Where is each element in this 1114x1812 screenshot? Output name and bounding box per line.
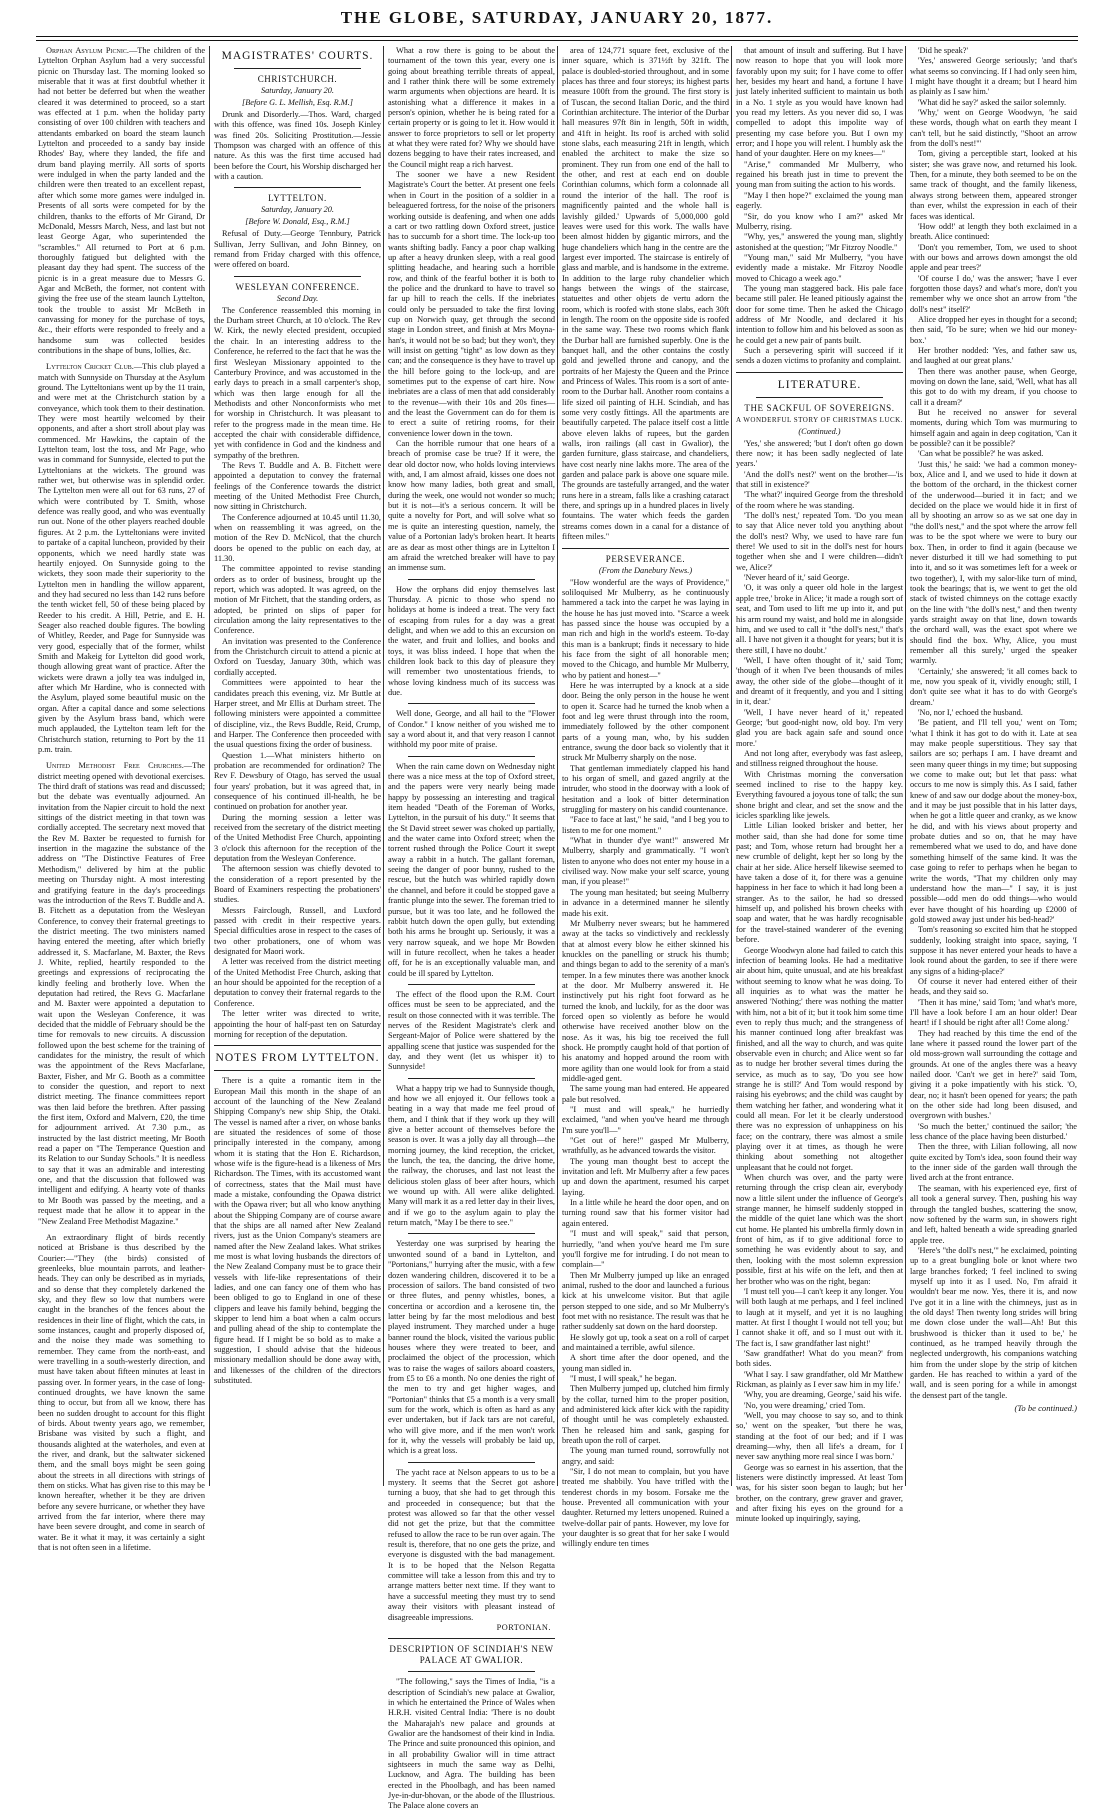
article-paragraph: A letter was received from the district meeting of the United Methodist Free Church, asking that an hour should be appointed for the reception of a deputation to convey their fraternal regards to the Conference. <box>214 957 381 1008</box>
column-1 <box>38 46 205 1553</box>
section-heading: WESLEYAN CONFERENCE. <box>235 281 360 292</box>
article-paragraph: Orphan Asylum Picnic.—The children of the Lyttelton Orphan Asylum had a very successful picnic on Thursday last. The morning looked so miserable that it was at first doubtful whether it had not better be deferred but when the weather cleared it was determined to proceed, so a start was effected at 1 p.m. when the holiday party consisting of over 100 children with teachers and attendants embarked on board the steam launch Lyttelton and proceeded to a sandy bay inside Rhodes' Bay, where they landed, the fife and drum band playing merrily. All sorts of sports were indulged in when the party landed and the children were then treated to an excellent repast, after which some more games were indulged in. Presents of all sorts were competed for by the children, thanks to the efforts of Mr Girand, Dr McDonald, Messrs March, Ness, and last but not least George Agar, who superintended the "scrambles." All returned to Port at 6 p.m. thoroughly fatigued but delighted with the pleasant day they had spent. The success of the picnic is in a great measure due to Messrs G. Agar and McBeth, the former, not content with giving the free use of the steam launch Lyttelton, took the trouble to assist Mr McBeth in canvassing for money for the purchase of toys, &c., their efforts were responded to freely and a handsome sum was collected besides contributions in the shape of buns, lollies, &c. <box>38 46 205 355</box>
story-paragraph: 'O, it was only a queer old hole in the largest apple tree,' broke in Alice; 'it made a rough sort of seat, and Tom used to lift me up into it, and put his arm round my waist, and hold me in alongside him, and we used to call it "the doll's nest," that's all. I have not given it a thought for years; but it is there still, I have no doubt.' <box>736 583 903 655</box>
story-paragraph: 'Of course I do,' was the answer; 'have I ever forgotten those days? and what's more, don't you remember why we once shot an arrow from "the doll's nest" itself?' <box>910 273 1077 314</box>
story-paragraph: Of course it never had entered either of their heads, and they said so. <box>910 976 1077 997</box>
story-title: THE SACKFUL OF SOVEREIGNS. <box>744 402 895 413</box>
signature: PORTONIAN. <box>496 1622 551 1632</box>
story-paragraph: 'No, nor I,' echoed the husband. <box>918 708 1023 717</box>
story-paragraph: The seaman, with his experienced eye, first of all took a general survey. Then, pushing his way through the tangled bushes, scattering the snow, now softened by the warm sun, in showers right and left, halted beneath a wide spreading gnarled apple tree. <box>910 1183 1077 1245</box>
article-paragraph: "Sir, do you know who I am?" asked Mr Mulberry, rising. <box>736 211 903 231</box>
article-paragraph: "I must, I will speak," he began. <box>570 1373 677 1383</box>
article-paragraph: Committees were appointed to hear the candidates preach this evening, viz. Mr Buttle at Harper street, and Mr Ellis at Durham street. The following ministers were appointed a committee of discipline, viz., the Revs Buddle, Reid, Crump, and Harper. The Conference then proceeded with the usual questions fixing the order of business. <box>214 678 381 750</box>
section-heading: PERSEVERANCE. <box>605 553 686 564</box>
column-3 <box>388 46 555 1811</box>
story-paragraph: 'I must tell you—I can't keep it any longer. You will both laugh at me perhaps, and I feel inclined to laugh at it myself, and yet it is no laughing matter. At first I thought I would not tell you; but I cannot shake it off, and so I must out with it. The fact is, I saw grandfather last night!' <box>736 1286 903 1348</box>
article-paragraph: Lyttelton Cricket Club.—This club played a match with Sunnyside on Thursday at the Asylum ground. The Lytteltonians went up by the 11 train, and were met at the Christchurch station by a conveyance, which took them to their destination. They were most heartily welcomed by their opponents, and after a short stroll about play was commenced. Mr Hawkins, the captain of the Lyttelton team, lost the toss, and Mr Page, who was in command for Sunnyside, elected to put the Lytteltonians at the wickets. The ground was rather wet, but otherwise was in splendid order. The Lyttelton men were all out for 63 runs, 27 of which were contributed by T. Smith, whose defence was really good, and who was eventually run out. None of the other players reached double figures. At 2 p.m. the Lytteltonians were invited to partake of a capital luncheon, provided by their opponents, which we need hardly state was heartily enjoyed. On Sunnyside going to the wickets, they soon made their superiority to the Lyttelton men in handling the willow apparent, and they had secured no less than 142 runs before the tenth wicket fell, 50 of these being placed by Reeder to his credit. A Hill, Petrie, and E. H. Seager also reached double figures. The bowling of Whitley, Reeder, and Page for Sunnyside was very good, especially that of the former, whilst Smith and Makeig for Lyttelton did good work, though allowing great want of practice. After the wickets were drawn a jolly tea was indulged in, after which Mr Hardine, who is connected with the Asylum, played some beautiful music on the organ. After a capital dance and some selections given by the Asylum brass band, which were much applauded, the Lyttelton team left for the Christchurch station, returning to Port by the 11 p.m. train. <box>38 362 205 755</box>
story-paragraph: 'Why, you are dreaming, George,' said his wife. <box>744 1390 902 1400</box>
subsection-heading: LYTTELTON. <box>268 193 327 204</box>
article-paragraph: The young man thought best to accept the invitation and left. Mr Mulberry after a few paces up and down the apartment, resumed his carpet laying. <box>562 1156 729 1197</box>
article-paragraph: During the morning session a letter was received from the secretary of the district meeting of the United Methodist Free Church, appointing 3 o'clock this afternoon for the reception of the deputation from the Wesleyan Conference. <box>214 812 381 863</box>
article-paragraph: An invitation was presented to the Conference from the Christchurch circuit to attend a picnic at Oxford on Tuesday, January 30th, which was cordially accepted. <box>214 636 381 677</box>
article-paragraph: The Revs T. Buddle and A. B. Fitchett were appointed a deputation to convey the fraternal feelings of the Conference towards the district meeting of the United Methodist Free Church, now sitting in Christchurch. <box>214 460 381 512</box>
article-paragraph: Then Mr Mulberry jumped up like an enraged animal, rushed to the door and launched a furious kick at his unwelcome visitor. But that agile person stepped to one side, and so Mr Mulberry's foot met with no resistance. The result was that he rather suddenly sat down on the hard doorstep. <box>562 1270 729 1332</box>
article-paragraph: Can the horrible rumour that one hears of a breach of promise case be true? If it were, the dear old doctor now, who holds loving interviews with, and, I am almost afraid, kisses one does not know how many ladies, both great and small, during the week, one would not wonder so much; but it is not—it's a serious concern. It will be quite a novelty for Port, and will solve what so me is quite an interesting question, namely, the value of a Portonian lady's broken heart. It hearts are as dear as most other things are in Lyttelton I am afraid the wretched breaker will have to pay an immense sum. <box>388 439 555 573</box>
story-paragraph: But he received no answer for several moments, during which Tom was murmuring to himself again and again in deep cogitation, 'Can it be possible? can it be possible?' <box>910 408 1077 449</box>
dateline: Saturday, January 20. <box>261 86 334 95</box>
article-paragraph: The committee appointed to revise standing orders as to order of business, brought up the report, which was adopted. It was agreed, on the motion of Mr Fitchett, that the standing orders, as adopted, be printed on slips of paper for circulation among the laity representatives to the Conference. <box>214 564 381 636</box>
story-paragraph: Tom's reasoning so excited him that he stopped suddenly, looking straight into space, saying, 'I suppose it has never entered your heads to have a look round about the garden, to see if there were any signs of a hiding-place?' <box>910 925 1077 976</box>
article-paragraph: "Face to face at last," he said, "and I beg you to listen to me for one moment." <box>562 815 729 835</box>
article-paragraph: How the orphans did enjoy themselves last Thursday. A picnic to those who spend no holidays at home is indeed a treat. The very fact of escaping from rules for a day was a great delight, and when we add to this an excursion on the water, and fruit and lollies, and books and toys, it was bliss indeed. I hope that when the children look back to this day of pleasure they will remember two unostentatious friends, to whose loving kindness much of its success was due. <box>388 584 555 697</box>
article-paragraph: Messrs Fairclough, Russell, and Luxford passed with credit in their respective years. Special difficulties arose in respect to the cases of two other probationers, one of whom was designated for Maori work. <box>214 905 381 957</box>
story-paragraph: 'Well, I have never heard of it,' repeated George; 'but good-night now, old boy. I'm very glad you are back again safe and sound once more.' <box>736 707 903 748</box>
story-subtitle: A WONDERFUL STORY OF CHRISTMAS LUCK. <box>736 415 903 424</box>
article-paragraph: The afternoon session was chiefly devoted to the consideration of a report presented by the Board of Examiners respecting the probationers' studies. <box>214 864 381 905</box>
story-paragraph: Tom, giving a perceptible start, looked at his sister; she was grave now, and returned his look. Then, for a minute, they both seemed to be on the same track of thought, and the family likeness, always strong between them, appeared stronger than ever, whilst the expression in each of their faces was identical. <box>910 149 1077 221</box>
article-paragraph: that amount of insult and suffering. But I have now reason to hope that you will look more favorably upon my suit; for I have come to offer her, besides my heart and hand, a fortune I have just lately inherited sufficient to maintain us both in a No. 1 style as you would have known had you read my letters. As you never did so, I was compelled to adopt this impolite way of presenting my case before you. But I own my error; and I hope you will relent. I humbly ask the hand of your daughter. Here on my knees—" <box>736 46 903 159</box>
column-rule <box>209 46 210 1486</box>
article-paragraph: The Conference adjourned at 10.45 until 11.30, when on reassembling it was agreed, on the motion of the Rev D. McNicol, that the church doors be opened to the public on each day, at 11.30. <box>214 512 381 564</box>
story-paragraph: 'Don't you remember, Tom, we used to shoot with our bows and arrows down amongst the old apple and pear trees?' <box>910 242 1077 273</box>
section-heading: LITERATURE. <box>777 378 862 391</box>
article-paragraph: "Why, yes," answered the young man, slightly astonished at the question; "Mr Fitzroy Noodle." <box>736 232 903 252</box>
story-paragraph: George was so earnest in his assertion, that the listeners were distinctly impressed. At least Tom was, for his sister soon began to laugh; but her brother, on the contrary, grew graver and graver, and after fixing his eyes on the ground for a minute looked up inquiringly, saying, <box>736 1462 903 1524</box>
source-line: (From the Danebury News.) <box>598 565 693 575</box>
subsection-heading: CHRISTCHURCH. <box>257 74 338 84</box>
story-paragraph: 'Why,' went on George Woodwyn, 'he said these words, though what on earth they meant I can't tell, but he said distinctly, "Shoot an arrow from the doll's nest!"' <box>910 108 1077 149</box>
column-rule <box>383 46 384 1486</box>
article-paragraph: That gentleman immediately clapped his hand to his organ of smell, and gazed angrily at the intruder, who stood in the doorway with a look of hesitation and a look of bitter determination struggling for mastery on his candid countenance. <box>562 763 729 815</box>
article-paragraph: The yacht race at Nelson appears to us to be a mystery. It seems that the Secret got ashore turning a buoy, that she had to get through this and proceeded in consequence; but that the protest was allowed so far that the other vessel did not get the prize, but that the committee refused to allow the race to be run over again. The result is, therefore, that no one gets the prize, and everyone is disgusted with the bad management. It is to be hoped that the Nelson Regatta committee will take a lesson from this and try to arrange matters better next time. If they want to have a successful meeting they must try to send away their visitors with pleasant instead of disagreeable impressions. <box>388 1467 555 1622</box>
story-paragraph: Alice dropped her eyes in thought for a second; then said, 'To be sure; when we hid our money-box.' <box>910 314 1077 345</box>
article-paragraph: Here he was interrupted by a knock at a side door. Being the only person in the house he went to open it. Scarce had he turned the knob when a foot and leg were thrust through into the room, immediately followed by the other component parts of a young man, who, by his sudden entrance, swung the door back so violently that it struck Mr Mulberry sharply on the nose. <box>562 680 729 763</box>
story-paragraph: They had reached by this time the end of the lane where it passed round the lower part of the old moss-grown wall surrounding the cottage and grounds. At one of the angles there was a heavy nailed door. 'Can't we get in here?' said Tom, giving it a poke impatiently with his stick. 'O, dear, no; it hasn't been opened for years; the path on the other side had long been disused, and overgrown with bushes.' <box>910 1028 1077 1121</box>
story-paragraph: 'Just this,' he said: 'we had a common money-box, Alice and I, and we used to hide it down at the bottom of the orchard, in the thickest corner of the underwood—buried it in fact; and we decided on the place we would hide it in first of all by shooting an arrow so as we sat one day in "the doll's nest," and the spot where the arrow fell was to be the spot where we were to bury our box. Then, in order to find it again (because we never disturbed it till we had something to put into it, and so it was sometimes left for a week or two together), I, with my salor-like turn of mind, took the bearings; that is, we went to get the old stack of twisted chimneys on the cottage exactly on the line with "the doll's nest," and then twenty yards straight away on that line, down towards the orchard wall, was the exact spot where we should find the box. Why, Alice, you must remember all this surely,' urged the speaker warmly. <box>910 459 1077 666</box>
column-6 <box>910 46 1077 1486</box>
article-paragraph: "Arise," commanded Mr Mulberry, who regained his breath just in time to prevent the young man from suiting the action to his words. <box>736 159 903 190</box>
article-paragraph: Refusal of Duty.—George Tennbury, Patrick Sullivan, Jerry Sullivan, and John Binney, on remand from Friday charged with this offence, were offered on board. <box>214 229 381 270</box>
story-paragraph: Then there was another pause, when George, moving on down the lane, said, 'Well, what has all this got to do with my dream, if you choose to call it a dream?' <box>910 366 1077 407</box>
article-paragraph: "How wonderful are the ways of Providence," soliloquised Mr Mulberry, as he continuously hammered a tack into the carpet he was laying in the house he has just moved into. "Scarce a week has passed since the house was occupied by a man rich and high in the world's esteem. To-day this man is a bankrupt; finds it necessary to hide his face from the sight of all honorable men; moved to the Chicago, and humble Mr Mulberry, who by patient and honest—" <box>562 577 729 680</box>
story-paragraph: 'Did he speak?' <box>918 46 968 55</box>
article-paragraph: Drunk and Disorderly.—Thos. Ward, charged with this offence, was fined 10s. Joseph Kinley was fined 20s. Soliciting Prostitution.—Jessie Thompson was charged with an offence of this nature. As this was the first time accused had been before the Court, his Worship discharged her with a caution. <box>214 110 381 182</box>
story-paragraph: 'Can what be possible?' he was asked. <box>918 449 1044 459</box>
article-paragraph: He slowly got up, took a seat on a roll of carpet and maintained a terrible, awful silence. <box>562 1332 729 1352</box>
masthead: THE GLOBE, SATURDAY, JANUARY 20, 1877. <box>36 8 1078 37</box>
story-paragraph: 'Well, you may choose to say so, and to think so,' went on the speaker, 'but there he was, standing at the foot of our bed; and if I was dreaming—why, then all life's a dream, for I never saw anything more real since I was born.' <box>736 1410 903 1462</box>
article-paragraph: In a little while he heard the door open, and on turning round saw that his former visitor had again entered. <box>562 1198 729 1228</box>
article-paragraph: "I must and will speak," said that person, hurriedly, "and when you've heard me I'm sure you'll forgive me for intruding. I do not mean to complain—" <box>562 1229 729 1270</box>
story-paragraph: And not long after, everybody was fast asleep, and stillness reigned throughout the house. <box>736 748 903 769</box>
article-paragraph: The same young man had entered. He appeared pale but resolved. <box>562 1084 729 1104</box>
story-paragraph: 'So much the better,' continued the sailor; 'the less chance of the place having been disturbed.' <box>910 1121 1077 1142</box>
article-paragraph: The sooner we have a new Resident Magistrate's Court the better. At present one feels when in Court in the position of a soldier in a beleaguered fortress, for the noise of the prisoners working outside is deafening, and when one adds a cart or two rattling down Oxford street, justice has to succumb for a short time. The lock-up too wants shifting badly. Fancy a poor chap walking up after a heavy drunken sleep, with a real good splitting headache, and hearing such a horrible row, and think of the fearful bother it is both to the police and the drunkard to have to travel so far up hill to reach the cells. If the inebriates could only be persuaded to take the first loving cup on Norwich quay, get through the second stage in London street, and finish at Mrs Moyna-han's, it would not be so bad; but they won't, they will insist on getting "tight" as low down as they can; and the consequence is they have to travel up the hill before going to the lock-up, and are sometimes put to the expense of cart hire. Now inebriates are a class of men that add considerably to the revenue—with their 10s and 20s fines—and the least the Government can do for them is to erect a suite of retiring rooms, for their convenience lower down in the town. <box>388 170 555 438</box>
story-paragraph: When church was over, and the party were returning through the crisp clean air, everybody now a little silent under the influence of George's strange manner, he himself suddenly stopped in the middle of the quiet lane which was the short cut home. He planted his umbrella firmly down in front of him, as if to give additional force to something he was evidently about to say, and then, looking with the most solemn expression possible, first at his wife on the left, and then at her brother who was on the right, began: <box>736 1173 903 1286</box>
article-paragraph: What a row there is going to be about the tournament of the town this year, every one is going about breathing terrible threats of appeal, and I rather think there will be some extremely warm arguments when objections are heard. It is astonishing what a difference it makes in a person's opinion, whether he is being rated for a certain property or is going to let it. How would it answer to force proprietors to sell or let property at what they were rated for? Why we should have dozens begging to have their rates increased, and the Council might reap a rich harvest. <box>388 46 555 169</box>
article-paragraph: When the rain came down on Wednesday night there was a nice mess at the top of Oxford street, and the papers were very nearly being made happy by possessing an interesting and tragical item headed "Death of the Foreman of Works, Lyttelton, in the pursuit of his duty." It seems that the St David street sewer was choked up partially, and the water came into Oxford street; when the torrent rushed through the Police Court it swept away a rabbit in a hutch. The gallant foreman, seeing the danger of poor bunny, rushed to the rescue, but the hutch was whirled rapidly down the channel, and before it could be stopped gave a frantic plunge into the sewer. The foreman tried to pursue, but it was too late, and he followed the rabbit hutch down the open gully, but extending both his arms he brought up. Seriously, it was a very narrow squeak, and we hope Mr Bowden will in future recollect, when he takes a header off, for he is an exceptionally valuable man, and could be ill spared by Lyttelton. <box>388 761 555 978</box>
article-paragraph: "May I then hope?" exclaimed the young man eagerly. <box>736 190 903 211</box>
article-paragraph: Question 1.—What ministers hitherto on probation are recommended for ordination? The Rev F. Dewsbury of Otago, has served the usual four years' probation, but it was agreed that, in consequence of his continued ill-health, he be continued on probation for another year. <box>214 750 381 812</box>
article-paragraph: area of 124,771 square feet, exclusive of the inner square, which is 371½ft by 321ft. The palace is doubled-storied throughout, and in some places has three and four storeys; its highest parts measure 100ft from the ground. The first story is of Tuscan, the second Italian Doric, and the third Corinthian architecture. The interior of the Durbar hall measures 97ft 8in in length, 50ft in width, and 41ft in height. Its roof is arched with solid stone slabs, each measuring 21ft in length, which enabled the architect to make the size so prominent. They run from one end of the hall to the other, and rest at each end on double Corinthian columns, which form a colonnade all round the interior of the hall. The roof is magnificently painted and the whole hall is lavishly gilded.' Upwards of 5,000,000 gold leaves were used for this work. The walls have been almost hidden by gigantic mirrors, and the huge chandeliers which hang in the centre are the largest ever imported. The staircase is entirely of glass and marble, and is handsome in the extreme. In addition to the large ruby chandelier which hangs between the wings of the staircase, statuettes and other objets de vertu adorn the room, which is roofed with stone slabs, each 30ft in length. The room on the opposite side is roofed in the same way. These two rooms which flank the Durbar hall are furnished superbly. One is the banquet hall, and the other contains the costly gold and jewelled throne and canopy, and the portraits of her Majesty the Queen and the Prince and Princess of Wales. This room is a sort of ante-room to the Durbar hall. Another room contains a life sized oil painting of H.H. Scindiah, and has some very costly fittings. All the apartments are beautifully carpeted. The palace itself cost a little above eleven lakhs of rupees, but the garden walls, iron railings (all cast in Gwalior), the garden furniture, glass staircase, and chandeliers, have cost nearly nine lakhs more. The area of the garden and palace park is above one square mile. The grounds are tastefully arranged, and the water runs here in a stream, falls like a crashing cataract there, and springs up in a hundred places in lively fountains. The water which feeds the garden streams comes down in a canal for a distance of fifteen miles." <box>562 46 729 542</box>
section-heading: MAGISTRATES' COURTS. <box>221 50 374 62</box>
story-paragraph: 'Here's "the doll's nest,"' he exclaimed, pointing up to a great bungling bole or knot where two large branches forked; 'I feel inclined to swing myself up into it as I used. No, I'm afraid it wouldn't bear me now. Yes, there it is, and now I've got it in a line with the chimneys, just as in the old days! Then twenty long strides will bring me down close under the wall—Ah! But this brushwood is thicker than it used to be,' he continued, as he tramped heavily through the neglected undergrowth, his companions watching him from the under slope by the strip of kitchen garden. He has reached to within a yard of the wall, and is seen poring for a while in amongst the densest part of the tangle. <box>910 1245 1077 1400</box>
article-paragraph: A short time after the door opened, and the young man sidled in. <box>562 1353 729 1373</box>
article-paragraph: The young man staggered back. His pale face became still paler. He leaned pitiously against the door for some time. Then he asked the Chicago address of Mr Noodle, and declared it his intention to follow him and his beloved as soon as he could get a new pair of pants built. <box>736 283 903 345</box>
section-heading: NOTES FROM LYTTELTON. <box>215 1052 380 1065</box>
column-2 <box>214 46 381 1486</box>
bench-line: [Before W. Donald, Esq., R.M.] <box>245 217 350 227</box>
masthead-rule <box>36 40 1078 41</box>
article-paragraph: What a happy trip we had to Sunnyside though, and how we all enjoyed it. Our fellows took a beating in a way that made me feel proud of them, and I think that if they work up they will give a better account of themselves before the season is over. It was a jolly day all through—the morning journey, the kind reception, the cricket, the lunch, the tea, the dancing, the drive home, the railway, the choruses, and last not least the delicious stolen glass of beer after hours, which we wound up with. All were alike delighted. Many will mark it as a red letter day in their lives, and if we go to the asylum again to play the return match, "May I be there to see." <box>388 1083 555 1228</box>
story-paragraph: 'What did he say?' asked the sailor solemnly. <box>918 97 1067 107</box>
article-paragraph: "I must and will speak," he hurriedly exclaimed, "and when you've heard me through I'm sure you'll—" <box>562 1105 729 1135</box>
story-paragraph: 'Saw grandfather! What do you mean?' from both sides. <box>736 1348 903 1369</box>
story-paragraph: 'Yes,' she answered; 'but I don't often go down there now; it has been sadly neglected of late years.' <box>736 438 903 469</box>
story-paragraph: Little Lilian looked brisker and better, her mother said, than she had done for some time past; and Tom, whose return had brought her a new crumble of delight, kept her so long by the chair at her side. Alice herself likewise seemed to have taken a dose of it, for there was a genuine happiness in her face to which it had long been a stranger. As to the sailor, he had so dressed himself up, and polished his brown cheeks with soap and water, that he was hardly recognisable for the travel-stained wanderer of the evening before. <box>736 821 903 945</box>
story-paragraph: 'Well, I have often thought of it,' said Tom; 'though of it when I've been thousands of miles away, the other side of the globe—thought of it and dreamt of it frequently, and you and I sitting in it, dear.' <box>736 655 903 707</box>
story-paragraph: 'And the doll's nest?' went on the brother—'is that still in existence?' <box>736 469 903 490</box>
to-be-continued-note: (To be continued.) <box>1014 1403 1077 1414</box>
article-paragraph: Mr Mulberry never swears; but he hammered away at the tacks so vindictively and recklessly that at almost every blow he either skinned his knuckles on the panelling or struck his thumb; and things began to add to the serenity of a man's temper. In a few minutes there was another knock at the door. Mr Mulberry answered it. He instinctively put his right foot forward as he turned the knob, and luckily, for as the door was forced open so violently as before he would otherwise have received another blow on the nose. As it was, his big toe received the full shock. He promptly caught hold of that portion of his anatomy and hopped around the room with more agility than one would look for from a staid middle-aged gent. <box>562 918 729 1083</box>
article-paragraph: The young man turned round, sorrowfully not angry, and said: <box>562 1446 729 1466</box>
story-paragraph: 'Yes,' answered George seriously; 'and that's what seems so convincing. If I had only seen him, I might have thought it a dream; but I heard him as plainly as I saw him.' <box>910 56 1077 97</box>
continued-note: (Continued.) <box>798 426 841 436</box>
story-paragraph: 'Then it has mine,' said Tom; 'and what's more, I'll have a look before I am an hour older! Dear heart! if I should be right after all! Come along.' <box>910 997 1077 1028</box>
story-paragraph: Then the three, with Lilian following, all now quite excited by Tom's idea, soon found their way to the inner side of the garden wall through the lived arch at the front entrance. <box>910 1142 1077 1183</box>
column-rule <box>557 46 558 1486</box>
story-paragraph: With Christmas morning the conversation seemed inclined to rise to the happy key. Everything favoured a joyous tone of talk; the sun shone bright and clear, and set the snow and the icicles sparkling like jewels. <box>736 769 903 821</box>
story-paragraph: 'What I say. I saw grandfather, old Mr Matthew Rickman, as plainly as I ever saw him in my life.' <box>736 1369 903 1389</box>
article-paragraph: "What in thunder d'ye want!" answered Mr Mulberry, sharply and grammatically. "I won't listen to anyone who does not enter my house in a civilised way. Now make your self scarce, young man, if you please!" <box>562 836 729 887</box>
dateline: Saturday, January 20. <box>261 205 334 215</box>
article-paragraph: The Conference reassembled this morning in the Durham street Church, at 10 o'clock. The Rev W. Kirk, the newly elected president, occupied the chair. In an interesting address to the Conference, he referred to the fact that he was the first Wesleyan Missionary appointed to the Canterbury Province, and was accustomed in the early days to preach in a small carpenter's shop, which was then large enough for all the Methodists and other Nonconformists who met for worship in Christchurch. It was pleasant to refer to the progress made in the mean time. He accepted the chair with considerable diffidence, yet with confidence in God and the kindness and sympathy of the brethren. <box>214 305 381 460</box>
article-paragraph: "Young man," said Mr Mulberry, "you have evidently made a mistake. Mr Fitzroy Noodle moved to Chicago a week ago." <box>736 252 903 283</box>
story-paragraph: 'The what?' inquired George from the threshold of the room where he was standing. <box>736 490 903 510</box>
column-4 <box>562 46 729 1549</box>
story-paragraph: George Woodwyn alone had failed to catch this infection of beaming looks. He had a meditative air about him, quite unusual, and ate his breakfast without seeming to know what he was doing. To all inquiries as to what was the matter he answered 'Nothing;' there was nothing the matter with him, not a bit of it; but it took him some time even to reply thus much; and the strangeness of his manner continued long after breakfast was finished, and all the way to church, and was quite observable even in church; and Alice went so far as to nudge her brother several times during the service, as much as to say, 'Do you see how strange he is still?' And Tom would respond by raising his eyebrows; and the child was caught by them watching her father, and wondering what it could all mean. For let it be clearly understood there was no expression of unhappiness on his face; on the contrary, there was almost a smile playing over it at times, as though he were thinking about something not altogether unpleasant that he could not forget. <box>736 945 903 1172</box>
article-paragraph: The effect of the flood upon the R.M. Court offices must be seen to be appreciated, and the result on those connected with it was terrible. The nerves of the Resident Magistrate's clerk and Sergeant-Major of Police were shattered by the appalling scene that justice was suspended for the day, and they went (let us whisper it) to Sunnyside! <box>388 989 555 1072</box>
column-5 <box>736 46 903 1524</box>
article-paragraph: "The following," says the Times of India, "is a description of Scindiah's new palace at Gwalior, in which he entertained the Prince of Wales when H.R.H. visited Central India: 'There is no doubt the Maharajah's new palace and grounds at Gwalior are the handsomest of their kind in India. The Prince and suite pronounced this opinion, and in all probability Gwalior will in time attract sightseers in much the same way as Delhi, Lucknow, and Agra. The building has been erected in the Phoolbagh, and has been named Jye-in-dur-bhovan, or the abode of the Illustrious. The Palace alone covers an <box>388 1677 555 1811</box>
story-paragraph: 'The doll's nest,' repeated Tom. 'Do you mean to say that Alice never told you anything about the doll's nest? Why, we used to have rare fun there! We used to sit in the doll's nest for hours together when she and I were children—didn't we, Alice?' <box>736 511 903 572</box>
article-paragraph: United Methodist Free Churches.—The district meeting opened with devotional exercises. The third draft of stations was read and discussed; but the debate was eventually adjourned. An invitation from the Napier circuit to hold the next sittings of the district meeting in that town was cordially accepted. The secretary next moved that the Rev M. Baxter be requested to furnish for insertion in the magazine the substance of the address on "The Distinctive Features of Free Methodism," delivered by him at the public meeting on Thursday night. A most interesting and gratifying feature in the day's proceedings was the introduction of the Revs T. Buddle and A. B. Fitchett as a deputation from the Wesleyan Conference, to convey their fraternal greetings to the district meeting. The two ministers named having entered the meeting, after which briefly addressed it, S. Macfarlane, M. Baxter, the Revs J. White, replied, heartily responded to the greetings and expressions of reciprocating the kindly feeling and brotherly love. When the deputation had retired, the Revs G. Macfarlane and M. Baxter were appointed a deputation to wait upon the Wesleyan Conference, it was decided that the middle of February should be the time for removals to new circuits. A discussion followed upon the best scheme for the training of candidates for the ministry, the result of which was the appointment of the Revs Macfarlane, Baxter, Fisher, and Mr G. Booth as a committee to consider the question, and report to next district meeting. The finance committees report was then laid before the brethren. After passing the first item, Oxford and Malvern, £20, the time for adjournment arrived. At 7.30 p.m., as instructed by the last district meeting, Mr Booth read a paper on "The Temperance Question and its Relation to our Sunday Schools." It is needless to say that it was an admirable and interesting one, and that the discussion that followed was intelligent and edifying. A hearty vote of thanks to Mr Booth was passed by the meeting, and a request made that he allow it to appear in the "New Zealand Free Methodist Magazine." <box>38 761 205 1226</box>
story-paragraph: 'Be patient, and I'll tell you,' went on Tom; 'what I think it has got to do with it. Late at sea may make people superstitious. They say that sailors are so; perhaps I am. I have dreamt and seen many queer things in my time; but supposing we come to make out; but let that pass: what occurs to me now is simply this. As I said, father knew of and saw our dodge about the money-box, and it may be just possible that in his latter days, when he got a little queer and cranky, as we know he did, and with his views about property and probate duties and so on, that he may have remembered what we used to do, and have done something himself of the same kind. It was the case going to refer to perhaps when he began to write the words, "That my children only may understand how the man—" I say, it is just possible—odd men do odd things—who would ever have thought of his hoarding up £2000 of gold stowed away just under his bed-head?' <box>910 718 1077 924</box>
article-paragraph: Yesterday one was surprised by hearing the unwonted sound of a band in Lyttelton, and "Portonians," hurrying after the music, with a few dozen wandering children, discovered it to be a procession of sailors. The band consisted of two or three flutes, and penny whistles, bones, a concertina or accordion and a kerosene tin, the latter being by far the most melodious and best played instrument. They marched under a huge banner round the block, visited the various public houses where they were treated to beer, and proclaimed the object of the procession, which was to raise the wages of sailors aboard coasters, from £5 to £6 a month. No one denies the right of the men to try and get higher wages, and "Portonian" thinks that £5 a month is a very small sum for the work, which is often as hard as any ever undertaken, but if Jack tars are not careful, who will give more, and if the men won't work for it, why the vessels will probably be laid up, which is a great loss. <box>388 1239 555 1456</box>
subheading: Second Day. <box>276 293 319 303</box>
story-paragraph: 'Never heard of it,' said George. <box>744 573 850 583</box>
article-paragraph: "Get out of here!" gasped Mr Mulberry, wrathfully, as he advanced towards the visitor. <box>562 1136 729 1156</box>
article-paragraph: Then Mulberry jumped up, clutched him firmly by the collar, turned him to the proper position, and administered kick after kick with the rapidity of thought until he was completely exhausted. Then he released him and sank, gasping for breath upon the roll of carpet. <box>562 1384 729 1446</box>
column-rule <box>905 46 906 1486</box>
columns <box>38 46 1078 1811</box>
article-paragraph: The letter writer was directed to write, appointing the hour of half-past ten on Saturday morning for reception of the deputation. <box>214 1009 381 1039</box>
article-paragraph: Well done, George, and all hail to the "Flower of Condor." I know neither of you wished me to say a word about it, and that very reason I cannot withhold my poor mite of praise. <box>388 709 555 750</box>
section-heading: DESCRIPTION OF SCINDIAH'S NEW PALACE AT GWALIOR. <box>389 1644 554 1666</box>
story-paragraph: 'Certainly,' she answered; 'it all comes back to me, now you speak of it, vividly enough; still, I don't quite see what it has to do with George's dream.' <box>910 666 1077 707</box>
bench-line: [Before G. L. Mellish, Esq. R.M.] <box>242 98 353 107</box>
article-paragraph: Such a persevering spirit will succeed if it sends a dozen victims to profanity and complaint. <box>736 345 903 366</box>
article-paragraph: The young man hesitated; but seeing Mulberry in advance in a determined manner he silently made his exit. <box>562 887 729 918</box>
column-rule <box>731 46 732 1486</box>
article-paragraph: An extraordinary flight of birds recently noticed at Brisbane is thus described by the Courier:—"They (the birds) consisted of greenleeks, blue mountain parrots, and leather-heads. They can only be described as in myriads, and so dense that they completely darkened the sky, and they flew so low that numbers were caught in the branches of the fences about the residences in their line of flight, which the cats, in some instances, caught and properly disposed of, and the noise they made was something to remember. They came from the north-east, and were travelling in a south-westerly direction, and must have taken about fifteen minutes at least in passing over. In former years, in the case of long-continued droughts, we have known the same thing to occur, but from all we know, there has been no sudden drought to account for this flight of birds. About twenty years ago, we remember, Brisbane was visited by such a flight, and thousands alighted at the waterholes, and even at the river, and drank, but the saltwater sickened them, and the small boys might be seen going about the streets in all directions with strings of them on sticks. What has given rise to this may be known hereafter, whether it be they are driven before any severe hurricane, or whether they have arrived from the far interior, where there may have been severe drought, and come in search of water. Be it what it may, it was certainly a sight that is not often seen in a lifetime. <box>38 1232 205 1553</box>
story-paragraph: 'How odd!' at length they both exclaimed in a breath. Alice continued: <box>910 221 1077 242</box>
article-paragraph: "Sir, I do not mean to complain, but you have treated me shabbily. You have trifled with the tenderest chords in my bosom. Forsake me the house. Prevented all communication with your daughter. Returned my letters unopened. Ruined a twelve-dollar pair of pants. However, my love for your daughter is so great that for her sake I would willingly endure ten times <box>562 1467 729 1549</box>
story-paragraph: 'No, you were dreaming,' cried Tom. <box>744 1400 866 1410</box>
article-paragraph: There is a quite a romantic item in the European Mail this month in the shape of an account of the launching of the New Zealand Shipping Company's new ship Ship, the Otaki. The vessel is named after a river, on whose banks are situated the residences of some of those principally interested in the company, among whom it is stating that the Hon E. Richardson, whose wife is the figure-head is a likeness of Mrs Richardson. The Times, with its accustomed want of correctness, states that the Mail must have made a mistake, confounding the Opawa district with the Opawa river; but all who know anything about the Shipping Company are of course aware that the ships are all named after New Zealand rivers, just as the Union Company's steamers are named after the New Zealand lakes. What strikes me most is what loving husbands the directors of the New Zealand Company must be to grace their vessels with life-like representations of their ladies, and one can fancy one of them who has been obliged to go to England in one of these clippers and leave his family behind, begging the skipper to lend him a boat when a calm occurs and pulling ahead of the ship to contemplate the figure head. If I might be so bold as to make a suggestion, I should advise that the hideous missionary medallion should be done away with, and likenesses of the children of the directors substituted. <box>214 1076 381 1386</box>
story-paragraph: Her brother nodded: 'Yes, and father saw us, and laughed at our great plans.' <box>910 345 1077 366</box>
